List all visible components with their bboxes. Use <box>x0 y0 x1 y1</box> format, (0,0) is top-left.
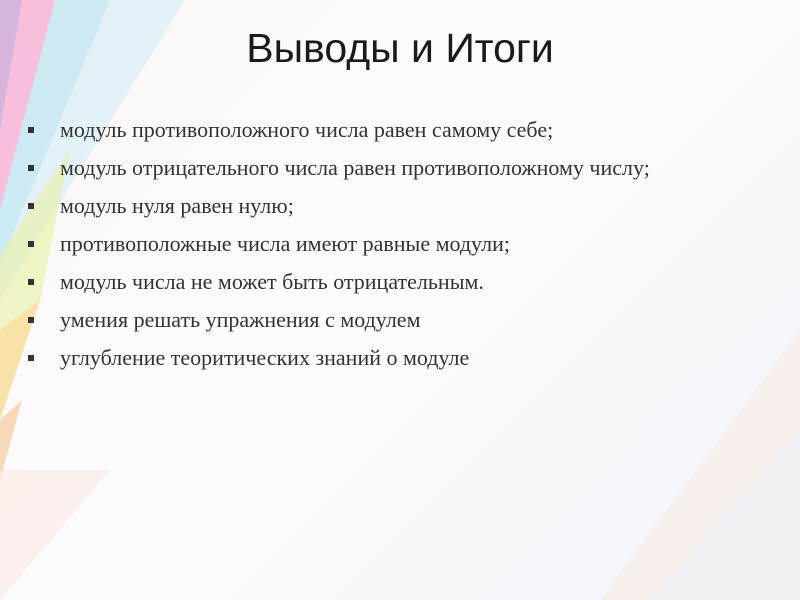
bullet-item <box>28 192 728 220</box>
square-bullet-icon <box>28 241 34 247</box>
square-bullet-icon <box>28 279 34 285</box>
bullet-text: модуль нуля равен нулю; <box>60 193 294 218</box>
bullet-item <box>28 306 728 334</box>
slide-title: Выводы и Итоги <box>246 25 554 71</box>
bullet-list <box>28 116 728 382</box>
bullet-text: модуль отрицательного числа равен противоположному числу; <box>60 155 650 180</box>
bullet-text: модуль противоположного числа равен самому себе; <box>60 117 554 142</box>
bullet-text: противоположные числа имеют равные модули; <box>60 231 510 256</box>
bullet-item <box>28 344 728 372</box>
bullet-text: углубление теоритических знаний о модуле <box>60 345 470 370</box>
square-bullet-icon <box>28 355 34 361</box>
bullet-item <box>28 154 728 182</box>
bullet-text: умения решать упражнения с модулем <box>60 307 421 332</box>
bullet-item <box>28 230 728 258</box>
square-bullet-icon <box>28 203 34 209</box>
square-bullet-icon <box>28 127 34 133</box>
bullet-item <box>28 116 728 144</box>
bullet-text: модуль числа не может быть отрицательным. <box>60 269 484 294</box>
square-bullet-icon <box>28 317 34 323</box>
bullet-item <box>28 268 728 296</box>
square-bullet-icon <box>28 165 34 171</box>
